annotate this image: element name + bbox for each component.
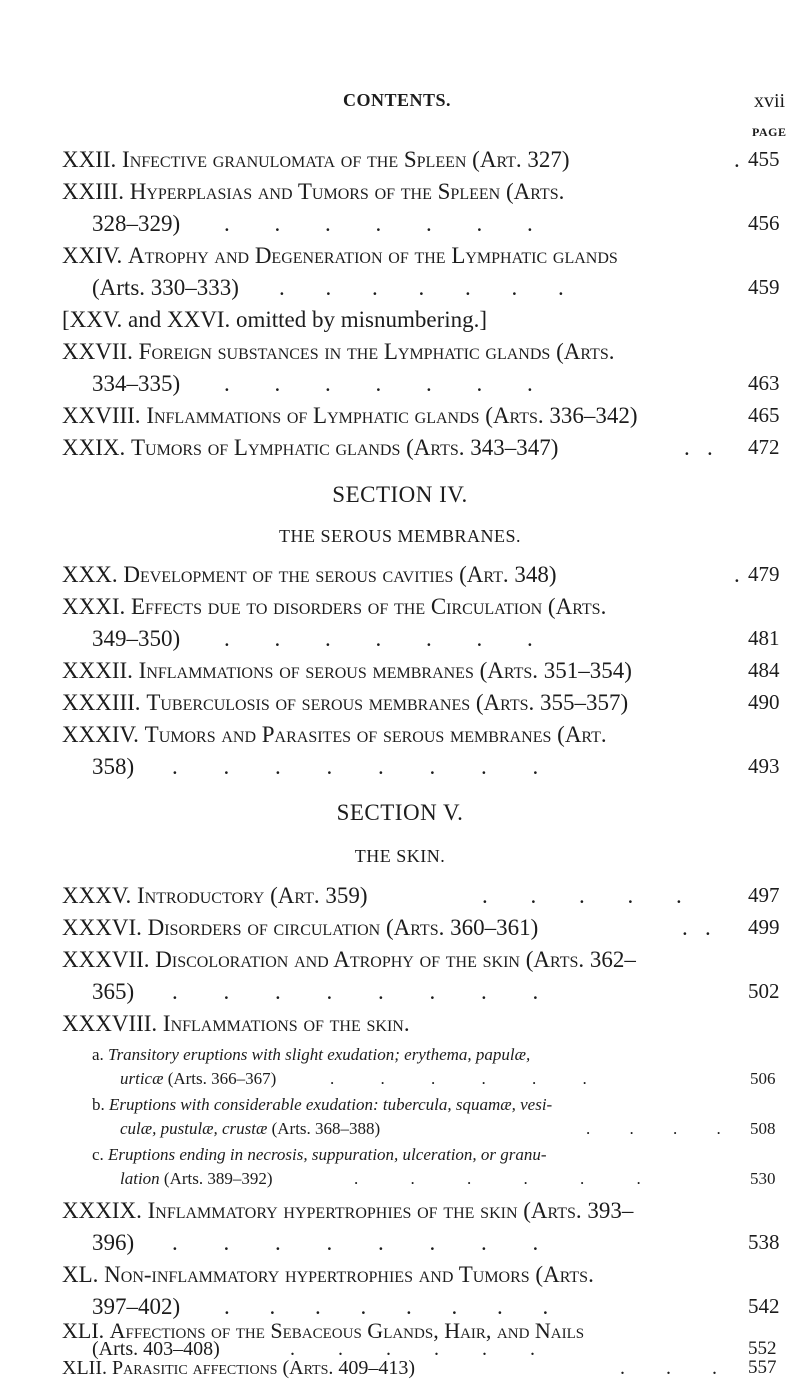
subentry-title: Eruptions ending in necrosis, suppuration, ulceration, or granu- <box>108 1145 547 1164</box>
subentry-label: c. <box>92 1145 104 1164</box>
toc-subentry <box>0 1095 800 1119</box>
leader-dots: . . . . . . . <box>224 626 533 651</box>
running-head-title: CONTENTS. <box>343 90 452 110</box>
entry-continuation: 358) <box>92 754 135 779</box>
misnumbering-note: [XXV. and XXVI. omitted by misnumbering.] <box>62 307 488 332</box>
subentry-title: Eruptions with considerable exudation: tubercula, squamæ, vesi- <box>109 1095 553 1114</box>
entry-continuation: 396) <box>92 1230 135 1255</box>
entry-title: Affections of the Sebaceous Glands, Hair, and Nails <box>109 1318 585 1343</box>
entry-title: Development of the serous cavities (Art. 348) <box>123 562 557 587</box>
entry-number: XXXIII. <box>62 690 141 715</box>
entry-title: Infective granulomata of the Spleen (Art. 327) <box>122 147 570 172</box>
subentry-ref: (Arts. 368–388) <box>271 1119 381 1138</box>
leader-dots: . . <box>684 435 713 460</box>
toc-entry <box>0 690 800 720</box>
subentry-page-number: 506 <box>750 1069 776 1088</box>
entry-number: XXXVII. <box>62 947 150 972</box>
entry-page-number: 502 <box>748 979 780 1003</box>
entry-page-number: 542 <box>748 1294 780 1318</box>
entry-page-number: 538 <box>748 1230 780 1254</box>
toc-entry-continuation <box>0 275 800 305</box>
leader-dots: . . . . . . . . <box>172 1230 539 1255</box>
entry-number: XXIII. <box>62 179 124 204</box>
entry-title: Non-inflammatory hypertrophies and Tumors (Arts. <box>104 1262 594 1287</box>
toc-entry <box>0 915 800 945</box>
entry-title: Inflammations of the skin. <box>162 1011 410 1036</box>
toc-entry <box>0 594 800 624</box>
entry-page-number: 459 <box>748 275 780 299</box>
leader-dots: . . . . . . <box>290 1338 535 1360</box>
entry-number: XXXI. <box>62 594 126 619</box>
toc-entry <box>0 179 800 209</box>
entry-number: XXIX. <box>62 435 126 460</box>
toc-subentry-continuation <box>0 1069 800 1093</box>
subentry-label: b. <box>92 1095 105 1114</box>
entry-title: Tuberculosis of serous membranes (Arts. 355–357) <box>146 690 629 715</box>
entry-page-number: 456 <box>748 211 780 235</box>
entry-continuation: 365) <box>92 979 135 1004</box>
entry-page-number: 481 <box>748 626 780 650</box>
toc-entry <box>0 243 800 273</box>
entry-continuation: 349–350) <box>92 626 181 651</box>
subentry-page-number: 530 <box>750 1169 776 1188</box>
entry-page-number: 493 <box>748 754 780 778</box>
entry-continuation: (Arts. 403–408) <box>92 1338 220 1360</box>
entry-number: XXVIII. <box>62 403 141 428</box>
entry-title: Inflammations of serous membranes (Arts. 351–354) <box>138 658 632 683</box>
toc-subentry-continuation <box>0 1169 800 1193</box>
leader-dots: . . . . . . <box>330 1069 587 1088</box>
leader-dots: . . . . . . . <box>279 275 564 300</box>
toc-entry <box>0 722 800 752</box>
leader-dots: . . . <box>620 1357 717 1379</box>
entry-number: XXXIV. <box>62 722 139 747</box>
leader-dots: . . . . . . . <box>224 211 533 236</box>
entry-page-number: 465 <box>748 403 780 427</box>
entry-number: XXVII. <box>62 339 133 364</box>
entry-number: XXXVIII. <box>62 1011 158 1036</box>
toc-entry <box>0 658 800 688</box>
toc-entry-continuation <box>0 1230 800 1260</box>
toc-entry-continuation <box>0 371 800 401</box>
leader-dots: . <box>734 562 740 587</box>
toc-entry-continuation <box>0 211 800 241</box>
entry-page-number: 455 <box>748 147 780 171</box>
entry-title: Foreign substances in the Lymphatic glands (Arts. <box>138 339 615 364</box>
entry-continuation: 397–402) <box>92 1294 181 1319</box>
entry-continuation: 334–335) <box>92 371 181 396</box>
entry-title: Tumors and Parasites of serous membranes (Art. <box>144 722 607 747</box>
entry-number: XL. <box>62 1262 99 1287</box>
toc-entry <box>0 1198 800 1228</box>
subentry-label: a. <box>92 1045 104 1064</box>
toc-entry <box>0 562 800 592</box>
entry-title: Inflammatory hypertrophies of the skin (Arts. 393– <box>147 1198 634 1223</box>
leader-dots: . . . . . <box>482 883 682 908</box>
entry-number: XXIV. <box>62 243 123 268</box>
subentry-page-number: 508 <box>750 1119 776 1138</box>
section-heading: SECTION V. <box>336 800 464 825</box>
toc-entry-continuation <box>0 754 800 784</box>
entry-number: XLI. <box>62 1318 105 1343</box>
entry-number: XXXV. <box>62 883 132 908</box>
toc-entry <box>0 339 800 369</box>
subentry-continuation: urticæ <box>120 1069 164 1088</box>
leader-dots: . . . . . . . <box>224 371 533 396</box>
entry-page-number: 499 <box>748 915 780 939</box>
entry-page-number: 552 <box>748 1338 777 1359</box>
leader-dots: . . . . . . <box>354 1169 641 1188</box>
toc-subentry <box>0 1145 800 1169</box>
entry-number: XXXIX. <box>62 1198 142 1223</box>
entry-page-number: 484 <box>748 658 780 682</box>
subentry-ref: (Arts. 366–367) <box>167 1069 277 1088</box>
entry-continuation: 328–329) <box>92 211 181 236</box>
subentry-continuation: culæ, pustulæ, crustæ <box>120 1119 268 1138</box>
leader-dots: . . . . . . . . <box>224 1294 549 1319</box>
entry-number: XLII. <box>62 1357 107 1379</box>
toc-entry <box>0 147 800 177</box>
running-head-page-number: xvii <box>754 90 786 112</box>
section-heading: SECTION IV. <box>332 482 468 507</box>
entry-number: XXX. <box>62 562 118 587</box>
entry-number: XXXVI. <box>62 915 142 940</box>
toc-entry <box>0 1357 800 1379</box>
toc-entry <box>0 1262 800 1292</box>
leader-dots: . <box>734 147 740 172</box>
toc-subentry <box>0 1045 800 1069</box>
toc-entry-continuation <box>0 979 800 1009</box>
leader-dots: . . . . . . . . <box>172 754 539 779</box>
entry-title: Parasitic affections (Arts. 409–413) <box>111 1357 416 1379</box>
toc-entry-continuation <box>0 626 800 656</box>
toc-note <box>0 307 800 337</box>
subentry-ref: (Arts. 389–392) <box>163 1169 273 1188</box>
entry-page-number: 557 <box>748 1357 777 1378</box>
entry-page-number: 490 <box>748 690 780 714</box>
section-subheading: THE SKIN. <box>354 846 446 866</box>
toc-subentry-continuation <box>0 1119 800 1143</box>
toc-entry <box>0 947 800 977</box>
page-column-label: PAGE <box>752 125 787 139</box>
leader-dots: . . <box>682 915 711 940</box>
leader-dots: . . . . . . . . <box>172 979 539 1004</box>
section-subheading: THE SEROUS MEMBRANES. <box>278 526 522 546</box>
entry-title: Disorders of circulation (Arts. 360–361) <box>147 915 539 940</box>
entry-page-number: 479 <box>748 562 780 586</box>
entry-title: Atrophy and Degeneration of the Lymphatic glands <box>128 243 618 268</box>
entry-title: Introductory (Art. 359) <box>136 883 368 908</box>
subentry-continuation: lation <box>120 1169 160 1188</box>
entry-continuation: (Arts. 330–333) <box>92 275 239 300</box>
entry-title: Hyperplasias and Tumors of the Spleen (Arts. <box>129 179 565 204</box>
leader-dots: . . . . <box>586 1119 721 1138</box>
running-head <box>0 90 800 110</box>
entry-page-number: 463 <box>748 371 780 395</box>
entry-title: Discoloration and Atrophy of the skin (Arts. 362– <box>155 947 636 972</box>
toc-entry <box>0 883 800 913</box>
entry-page-number: 497 <box>748 883 780 907</box>
subentry-title: Transitory eruptions with slight exudation; erythema, papulæ, <box>108 1045 531 1064</box>
toc-entry <box>0 403 800 433</box>
entry-page-number: 472 <box>748 435 780 459</box>
entry-title: Effects due to disorders of the Circulation (Arts. <box>131 594 607 619</box>
entry-number: XXII. <box>62 147 117 172</box>
toc-entry <box>0 435 800 465</box>
entry-title: Inflammations of Lymphatic glands (Arts. 336–342) <box>146 403 638 428</box>
entry-title: Tumors of Lymphatic glands (Arts. 343–347) <box>131 435 559 460</box>
entry-number: XXXII. <box>62 658 133 683</box>
toc-entry <box>0 1011 800 1041</box>
